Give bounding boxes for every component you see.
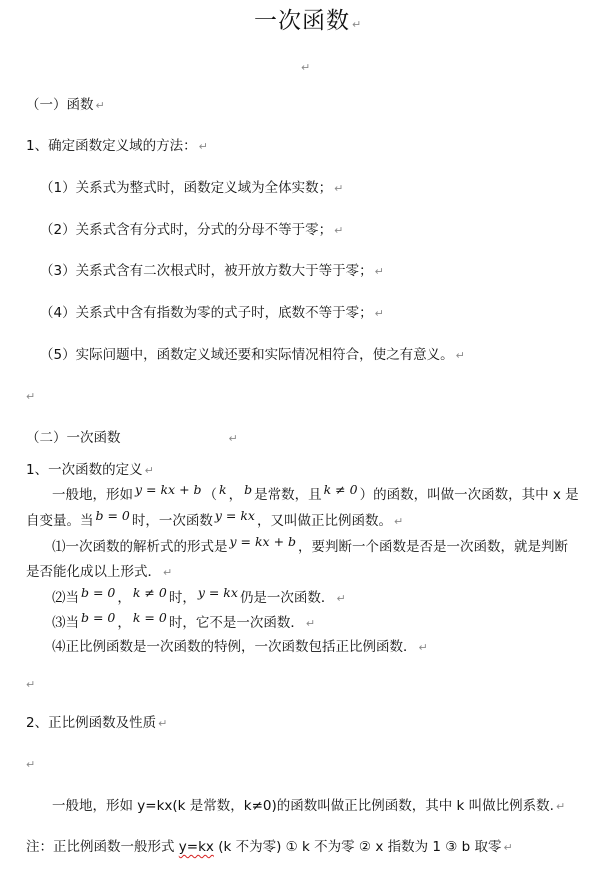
domain-rule: （4）关系式中含有指数为零的式子时，底数不等于零； ↵ bbox=[40, 305, 384, 321]
formula: k bbox=[219, 482, 227, 497]
paragraph-mark-icon: ↵ bbox=[95, 99, 105, 112]
formula: b = 0 bbox=[81, 585, 116, 600]
section-heading-functions: （一）函数 ↵ bbox=[26, 97, 105, 113]
paragraph-mark-icon: ↵ bbox=[374, 307, 384, 320]
paragraph-mark-icon: ↵ bbox=[228, 432, 238, 445]
formula: y = kx bbox=[214, 508, 255, 523]
paragraph-mark-icon: ↵ bbox=[334, 182, 344, 195]
paragraph-mark-icon: ↵ bbox=[336, 592, 346, 605]
paragraph-mark-icon: ↵ bbox=[158, 717, 168, 730]
domain-method-title: 1、确定函数定义域的方法： ↵ bbox=[26, 138, 208, 154]
paragraph-mark-icon: ↵ bbox=[455, 349, 465, 362]
note-1-line-1: ⑴一次函数的解析式的形式是 y = kx + b ，要判断一个函数是否是一次函数，就是判断 bbox=[52, 534, 569, 555]
formula: k ≠ 0 bbox=[132, 585, 167, 600]
note-2: ⑵当 b = 0 ， k ≠ 0 时， y = kx 仍是一次函数． ↵ bbox=[52, 585, 346, 606]
paragraph-mark-icon: ↵ bbox=[374, 265, 384, 278]
section-heading-linear: （二）一次函数 ↵ bbox=[26, 430, 238, 446]
formula: k ≠ 0 bbox=[323, 482, 358, 497]
note-3: ⑶当 b = 0 ， k = 0 时，它不是一次函数． ↵ bbox=[52, 610, 316, 631]
paragraph-mark-icon: ↵ bbox=[305, 617, 316, 630]
note-4: ⑷正比例函数是一次函数的特例，一次函数包括正比例函数． ↵ bbox=[52, 639, 428, 655]
domain-rule: （2）关系式含有分式时，分式的分母不等于零； ↵ bbox=[40, 222, 344, 238]
spellcheck-underlined-text: y=kx bbox=[178, 839, 214, 855]
paragraph-mark-icon: ↵ bbox=[144, 464, 154, 477]
empty-paragraph bbox=[299, 58, 310, 77]
page-title bbox=[254, 7, 362, 39]
paragraph-mark-icon: ↵ bbox=[26, 678, 36, 691]
paragraph-mark-icon: ↵ bbox=[503, 841, 513, 854]
note-1-line-2: 是否能化成以上形式． ↵ bbox=[26, 564, 173, 580]
proportional-definition: 一般地，形如 y=kx(k 是常数，k≠0)的函数叫做正比例函数，其中 k 叫做比例系数. ↵ bbox=[52, 798, 566, 814]
formula: b bbox=[244, 482, 253, 497]
paragraph-mark-icon: ↵ bbox=[393, 515, 404, 528]
definition-line-1: 一般地，形如 y = kx + b （ k ， b 是常数，且 k ≠ 0 ）的函数，叫做一次函数，其中 x 是 bbox=[52, 482, 579, 503]
paragraph-mark-icon: ↵ bbox=[418, 641, 428, 654]
formula: b = 0 bbox=[95, 508, 130, 523]
paragraph-mark-icon: ↵ bbox=[163, 566, 173, 579]
domain-rule: （5）实际问题中，函数定义域还要和实际情况相符合，使之有意义。 ↵ bbox=[40, 347, 465, 363]
definition-line-2: 自变量。当 b = 0 时，一次函数 y = kx ，又叫做正比例函数。 ↵ bbox=[26, 508, 404, 529]
paragraph-mark-icon: ↵ bbox=[555, 800, 566, 813]
paragraph-mark-icon: ↵ bbox=[198, 140, 208, 153]
formula: k = 0 bbox=[132, 610, 167, 625]
formula: y = kx bbox=[197, 585, 238, 600]
domain-rule: （1）关系式为整式时，函数定义域为全体实数； ↵ bbox=[40, 180, 344, 196]
formula: y = kx + b bbox=[135, 482, 202, 497]
paragraph-mark-icon: ↵ bbox=[301, 61, 311, 74]
empty-paragraph bbox=[24, 755, 35, 774]
paragraph-mark-icon: ↵ bbox=[26, 758, 36, 771]
paragraph-mark-icon: ↵ bbox=[352, 18, 363, 31]
formula: b = 0 bbox=[81, 610, 116, 625]
formula: y = kx + b bbox=[229, 534, 297, 549]
paragraph-mark-icon: ↵ bbox=[26, 390, 36, 403]
empty-paragraph bbox=[24, 387, 35, 406]
proportional-note: 注：正比例函数一般形式 y=kx (k 不为零) ① k 不为零 ② x 指数为 1 ③ b 取零 ↵ bbox=[26, 839, 513, 855]
title-text: 一次函数 bbox=[254, 8, 350, 34]
definition-title: 1、一次函数的定义 ↵ bbox=[26, 462, 154, 478]
empty-paragraph bbox=[24, 675, 35, 694]
domain-rule: （3）关系式含有二次根式时，被开放方数大于等于零； ↵ bbox=[40, 263, 384, 279]
paragraph-mark-icon: ↵ bbox=[334, 224, 344, 237]
section-heading-proportional: 2、正比例函数及性质 ↵ bbox=[26, 715, 168, 731]
